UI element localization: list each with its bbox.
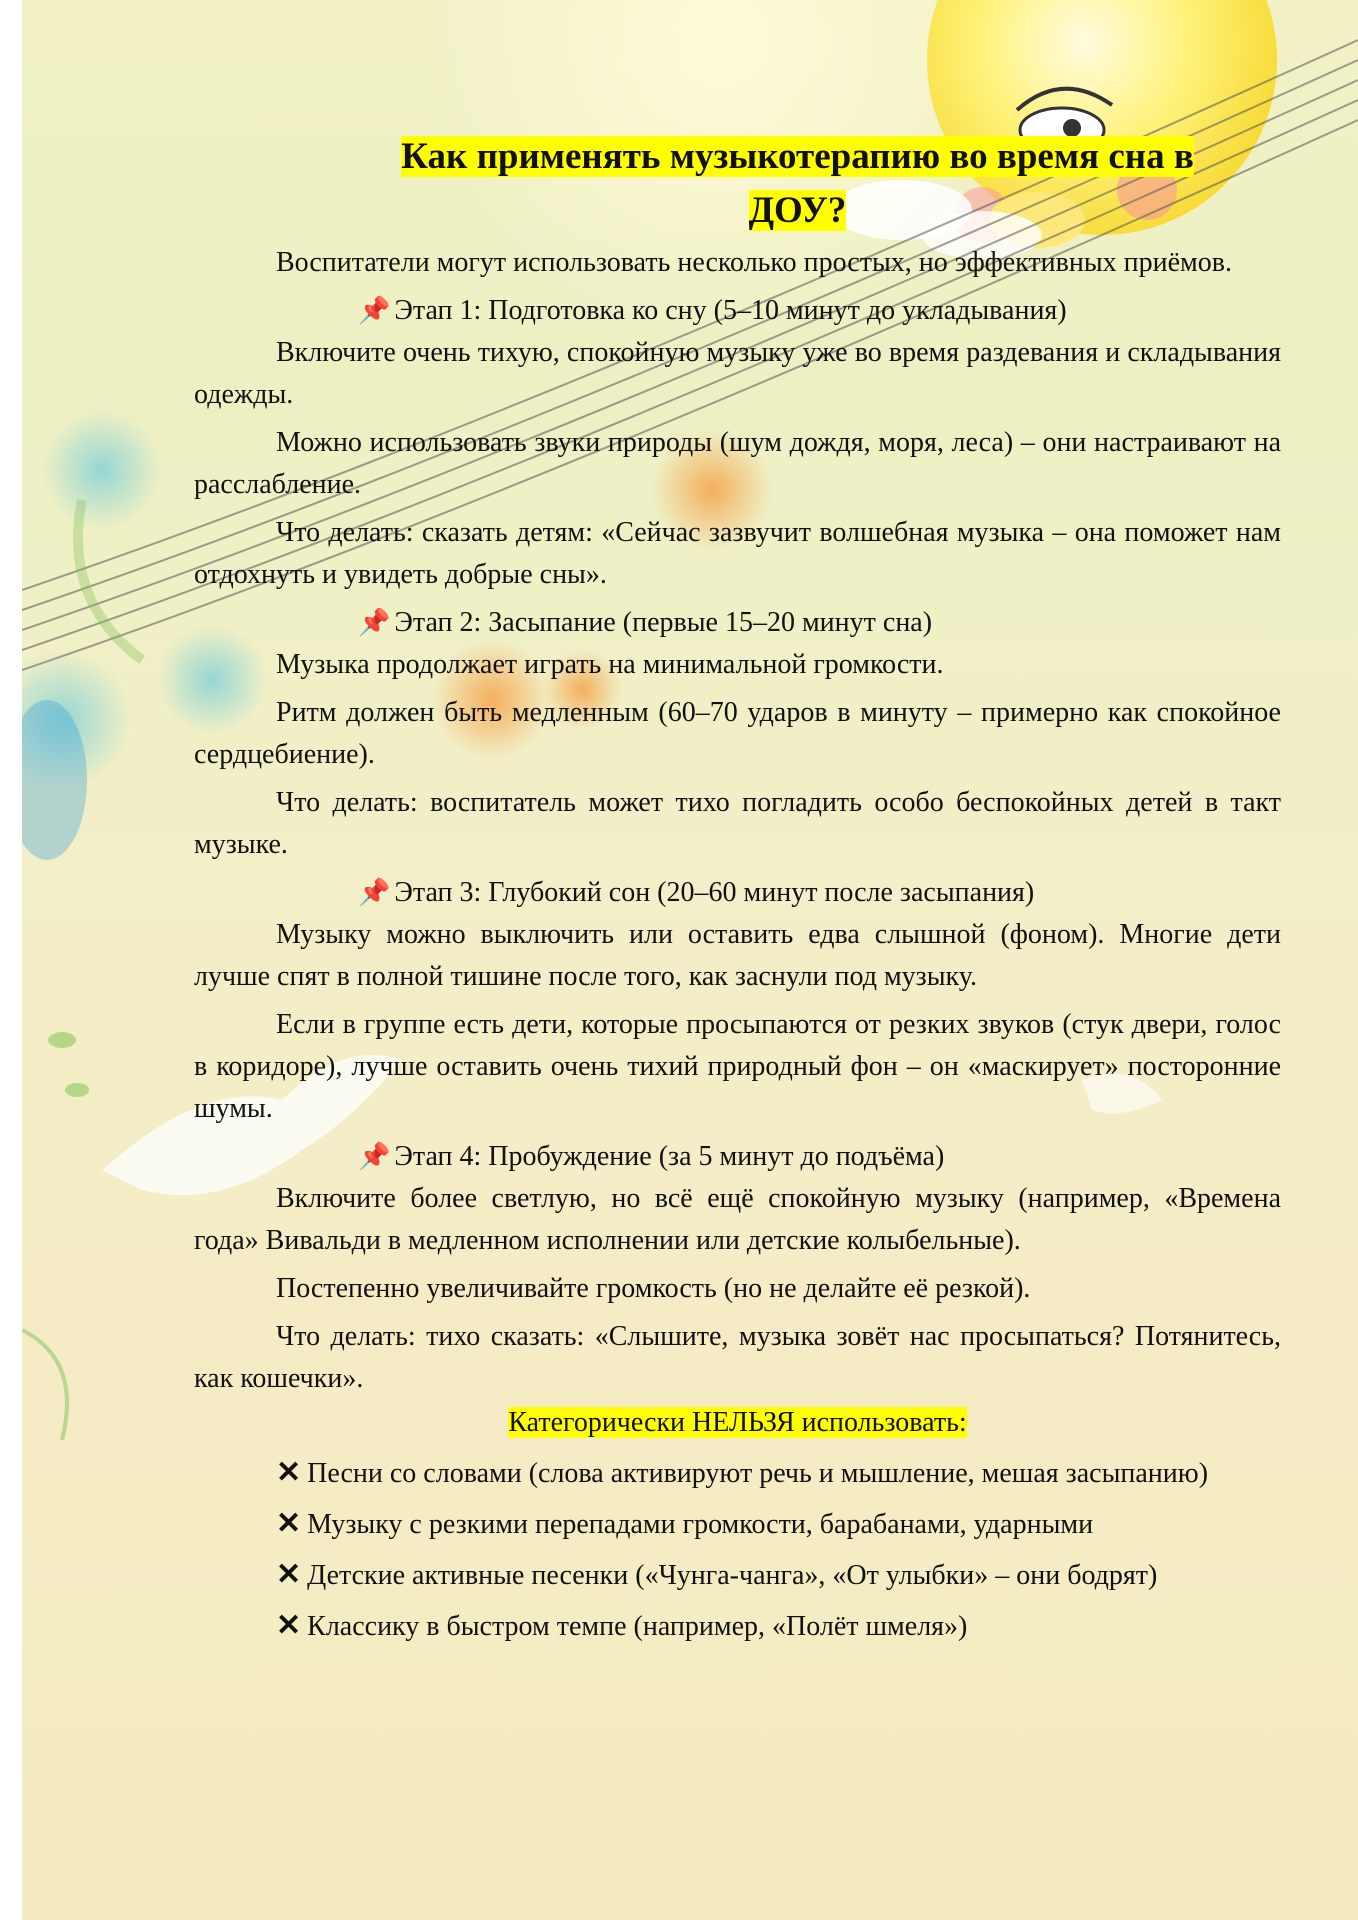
cross-mark-icon: ✕ (276, 1609, 302, 1642)
stage-4-paragraph-1: Включите более светлую, но всё ещё спокойную музыку (например, «Времена года» Вивальди в медленном исполнении или детские колыбельные). (194, 1183, 1281, 1256)
stage-2-heading-text: Этап 2: Засыпание (первые 15–20 минут сна) (394, 607, 933, 638)
stage-3-heading-text: Этап 3: Глубокий сон (20–60 минут после засыпания) (394, 877, 1035, 908)
stage-1-paragraph-1: Включите очень тихую, спокойную музыку уже во время раздевания и складывания одежды. (194, 337, 1281, 410)
forbidden-item (194, 1452, 1281, 1495)
cross-mark-icon: ✕ (276, 1507, 302, 1540)
stage-2-paragraph-2: Ритм должен быть медленным (60–70 ударов в минуту – примерно как спокойное сердцебиение). (194, 697, 1281, 770)
pushpin-icon: 📌 (358, 1142, 391, 1171)
stage-3-heading (194, 872, 1281, 914)
forbidden-item (194, 1554, 1281, 1597)
cross-mark-icon: ✕ (276, 1558, 302, 1591)
stage-3-paragraph-2: Если в группе есть дети, которые просыпаются от резких звуков (стук двери, голос в коридоре), лучше оставить очень тихий природный фон – он «маскирует» посторонние шумы. (194, 1009, 1281, 1124)
stage-4-heading-text: Этап 4: Пробуждение (за 5 минут до подъёма) (394, 1141, 945, 1172)
stage-1-paragraph-3: Что делать: сказать детям: «Сейчас зазвучит волшебная музыка – она поможет нам отдохнуть и увидеть добрые сны». (194, 517, 1281, 590)
stage-4-paragraph-3: Что делать: тихо сказать: «Слышите, музыка зовёт нас просыпаться? Потянитесь, как кошечки». (194, 1321, 1281, 1394)
cross-mark-icon: ✕ (276, 1456, 302, 1489)
stage-1-heading (194, 290, 1281, 332)
document-body (194, 130, 1281, 1648)
forbidden-item-text: Детские активные песенки («Чунга-чанга», «От улыбки» – они бодрят) (307, 1560, 1158, 1591)
stage-2-heading (194, 602, 1281, 644)
forbidden-heading (194, 1402, 1281, 1444)
forbidden-item (194, 1503, 1281, 1546)
stage-2-paragraph-1: Музыка продолжает играть на минимальной громкости. (276, 649, 944, 680)
document-page (22, 0, 1358, 1920)
forbidden-item-text: Песни со словами (слова активируют речь и мышление, мешая засыпанию) (307, 1458, 1209, 1489)
stage-4-heading (194, 1136, 1281, 1178)
stage-1-heading-text: Этап 1: Подготовка ко сну (5–10 минут до укладывания) (394, 295, 1067, 326)
stage-2-paragraph-3: Что делать: воспитатель может тихо погладить особо беспокойных детей в такт музыке. (194, 787, 1281, 860)
forbidden-item-text: Классику в быстром темпе (например, «Полёт шмеля») (307, 1611, 968, 1642)
stage-3-paragraph-1: Музыку можно выключить или оставить едва слышной (фоном). Многие дети лучше спят в полной тишине после того, как заснули под музыку. (194, 919, 1281, 992)
stage-1-paragraph-2: Можно использовать звуки природы (шум дождя, моря, леса) – они настраивают на расслабление. (194, 427, 1281, 500)
intro-paragraph: Воспитатели могут использовать несколько простых, но эффективных приёмов. (276, 247, 1232, 278)
page-title (194, 130, 1281, 238)
title-line-2: ДОУ? (748, 190, 847, 231)
forbidden-item (194, 1605, 1281, 1648)
forbidden-item-text: Музыку с резкими перепадами громкости, барабанами, ударными (307, 1509, 1094, 1540)
pushpin-icon: 📌 (358, 296, 391, 325)
pushpin-icon: 📌 (358, 878, 391, 907)
stage-4-paragraph-2: Постепенно увеличивайте громкость (но не делайте её резкой). (276, 1273, 1031, 1304)
pushpin-icon: 📌 (358, 608, 391, 637)
title-line-1: Как применять музыкотерапию во время сна в (401, 136, 1194, 177)
forbidden-heading-text: Категорически НЕЛЬЗЯ использовать: (508, 1407, 967, 1438)
